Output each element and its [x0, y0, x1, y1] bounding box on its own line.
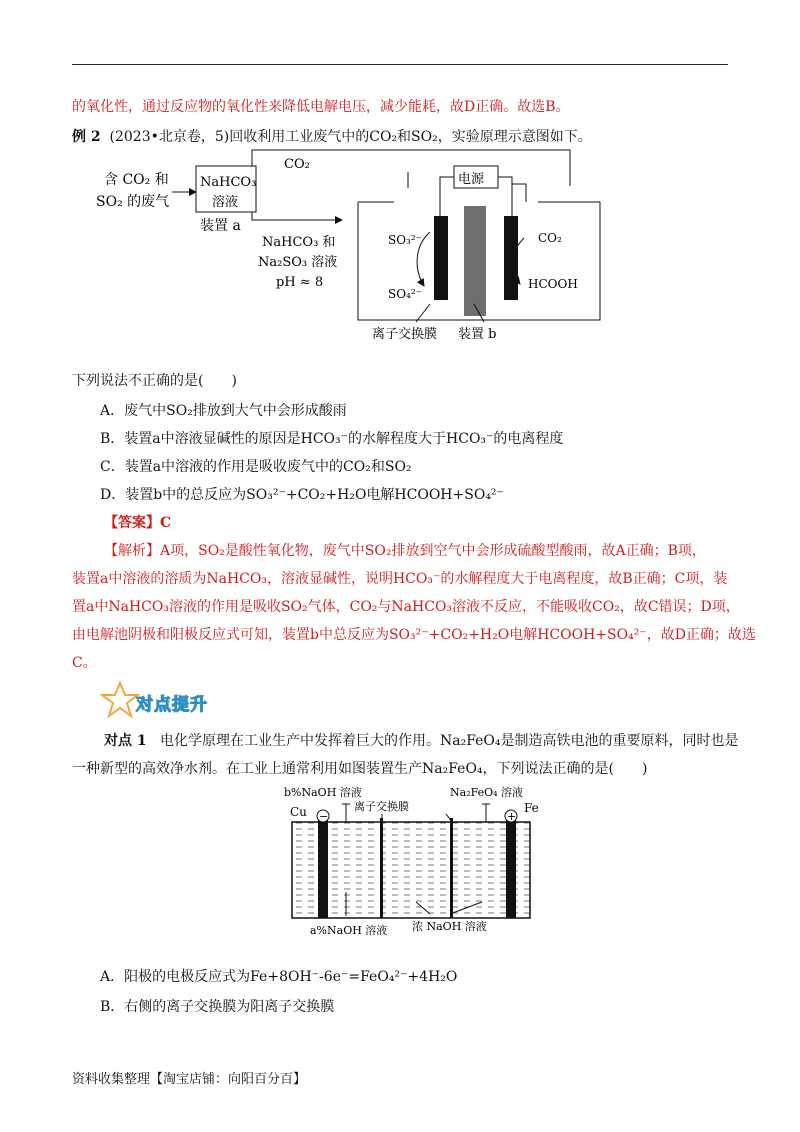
device-a-label-line2: 溶液	[212, 195, 239, 210]
option-a: A．废气中SO₂排放到大气中会形成酸雨	[100, 403, 347, 419]
device-a-label-line1: NaHCO₃	[200, 175, 257, 190]
option-d: D．装置b中的总反应为SO₃²⁻+CO₂+H₂O电解HCOOH+SO₄²⁻	[100, 487, 504, 503]
option-b: B．装置a中溶液显碱性的原因是HCO₃⁻的水解程度大于HCO₃⁻的电离程度	[100, 431, 564, 447]
answer: 【答案】C	[104, 515, 172, 531]
star-icon	[100, 680, 140, 720]
point-1-label: 对点 1	[104, 733, 147, 749]
power-label: 电源	[458, 172, 485, 187]
analysis-line-1: 【解析】A项，SO₂是酸性氧化物，废气中SO₂排放到空气中会形成硫酸型酸雨，故A正确；B项，	[104, 543, 706, 559]
header-rule	[72, 64, 728, 65]
solution-label-3: pH ≈ 8	[276, 275, 324, 290]
solution-label-1: NaHCO₃ 和	[262, 235, 336, 250]
point-1-line-2: 一种新型的高效净水剂。在工业上通常利用如图装置生产Na₂FeO₄，下列说法正确的是( )	[72, 761, 648, 777]
electrolysis-diagram-2	[270, 784, 550, 944]
question-line: 下列说法不正确的是( )	[72, 373, 237, 389]
a-naoh-label: a%NaOH 溶液	[310, 924, 388, 937]
plus-sign: +	[507, 810, 517, 823]
na2feo4-label: Na₂FeO₄ 溶液	[450, 786, 524, 799]
section-heading	[100, 680, 250, 720]
cu-electrode	[318, 818, 328, 918]
waste-gas-label-2: SO₂ 的废气	[96, 194, 170, 210]
option-c: C．装置a中溶液的作用是吸收废气中的CO₂和SO₂	[100, 459, 412, 475]
conc-naoh-label: 浓 NaOH 溶液	[412, 920, 487, 933]
minus-sign: −	[319, 810, 329, 823]
analysis-line-2: 装置a中溶液的溶质为NaHCO₃，溶液显碱性，说明HCO₃⁻的水解程度大于电离程度，故B正确；C项，装	[72, 571, 728, 587]
cathode-electrode	[504, 216, 518, 300]
membrane-label: 离子交换膜	[372, 327, 438, 342]
example-2-text: (2023•北京卷，5)回收利用工业废气中的CO₂和SO₂，实验原理示意图如下。	[109, 129, 592, 145]
device-a-name: 装置 a	[200, 218, 241, 234]
solution-label-2: Na₂SO₃ 溶液	[258, 255, 338, 270]
cu-label: Cu	[290, 805, 307, 819]
point-1-option-a: A．阳极的电极反应式为Fe+8OH⁻-6e⁻=FeO₄²⁻+4H₂O	[100, 969, 458, 985]
left-membrane	[380, 818, 383, 918]
fe-electrode	[506, 818, 516, 918]
footer-source: 资料收集整理【淘宝店铺：向阳百分百】	[72, 1072, 307, 1087]
device-b-label: 装置 b	[458, 327, 497, 342]
analysis-line-4: 由电解池阴极和阳极反应式可知，装置b中总反应为SO₃²⁻+CO₂+H₂O电解HCOOH+SO₄²⁻，故D正确；故选	[72, 627, 756, 643]
co2-top-label: CO₂	[284, 157, 310, 172]
point-1-option-b: B．右侧的离子交换膜为阳离子交换膜	[100, 999, 335, 1015]
point-1-text-1: 电化学原理在工业生产中发挥着巨大的作用。Na₂FeO₄是制造高铁电池的重要原料，同时也是	[159, 733, 739, 749]
so4-label: SO₄²⁻	[388, 287, 423, 301]
b-naoh-label: b%NaOH 溶液	[284, 786, 362, 799]
right-membrane	[450, 818, 453, 918]
section-title: 对点提升	[136, 695, 208, 715]
analysis-line-5: C。	[72, 655, 97, 671]
continuation-line: 的氧化性，通过反应物的氧化性来降低电解电压，减少能耗，故D正确。故选B。	[72, 99, 570, 115]
ion-exchange-membrane	[464, 206, 486, 316]
anode-electrode	[434, 216, 448, 300]
electrolysis-diagram-1	[92, 146, 612, 346]
example-2-label: 例 2	[72, 129, 101, 145]
analysis-line-3: 置a中NaHCO₃溶液的作用是吸收SO₂气体，CO₂与NaHCO₃溶液不反应，不能吸收CO₂，故C错误；D项，	[72, 599, 740, 615]
co2-right-label: CO₂	[538, 231, 562, 245]
hcooh-label: HCOOH	[528, 277, 578, 291]
so3-label: SO₃²⁻	[388, 233, 423, 247]
example-2-stem	[72, 126, 732, 148]
waste-gas-label: 含 CO₂ 和	[104, 172, 169, 188]
point-1-line-1	[104, 730, 764, 752]
membrane-label-2: 离子交换膜	[354, 800, 409, 813]
fe-label: Fe	[524, 801, 539, 815]
